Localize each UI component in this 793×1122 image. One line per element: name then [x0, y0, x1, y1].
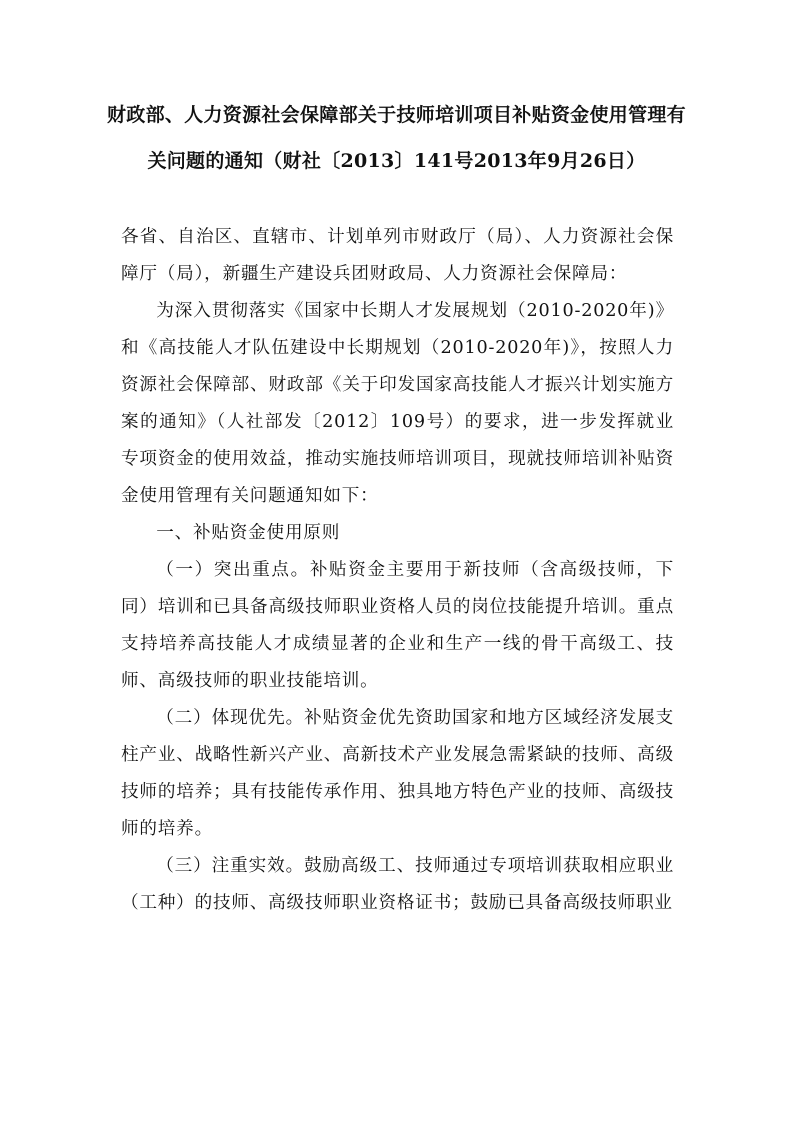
title-line-2: 关问题的通知（财社〔2013〕141号2013年9月26日）: [147, 150, 646, 172]
title-line-1: 财政部、人力资源社会保障部关于技师培训项目补贴资金使用管理有: [106, 104, 686, 126]
document-body: [121, 219, 674, 922]
principle-item-2: （二）体现优先。补贴资金优先资助国家和地方区域经济发展支柱产业、战略性新兴产业、高新技术产业发展急需紧缺的技师、高级技师的培养；具有技能传承作用、独具地方特色产业的技师、高级技师的培养。: [121, 708, 674, 839]
principle-item-1: （一）突出重点。补贴资金主要用于新技师（含高级技师，下同）培训和已具备高级技师职业资格人员的岗位技能提升培训。重点支持培养高技能人才成绩显著的企业和生产一线的骨干高级工、技师、高级技师的职业技能培训。: [121, 560, 674, 691]
salutation: 各省、自治区、直辖市、计划单列市财政厅（局）、人力资源社会保障厅（局），新疆生产建设兵团财政局、人力资源社会保障局：: [121, 227, 674, 284]
intro-paragraph: 为深入贯彻落实《国家中长期人才发展规划（2010-2020年)》和《高技能人才队伍建设中长期规划（2010-2020年)》，按照人力资源社会保障部、财政部《关于印发国家高技能人才振兴计划实施方案的通知》（人社部发〔2012〕109号）的要求，进一步发挥就业专项资金的使用效益，推动实施技师培训项目，现就技师培训补贴资金使用管理有关问题通知如下：: [121, 301, 674, 506]
principle-item-3: （三）注重实效。鼓励高级工、技师通过专项培训获取相应职业（工种）的技师、高级技师职业资格证书；鼓励已具备高级技师职业: [121, 856, 674, 913]
section-heading: 一、补贴资金使用原则: [156, 523, 341, 543]
document-title: [80, 92, 713, 184]
